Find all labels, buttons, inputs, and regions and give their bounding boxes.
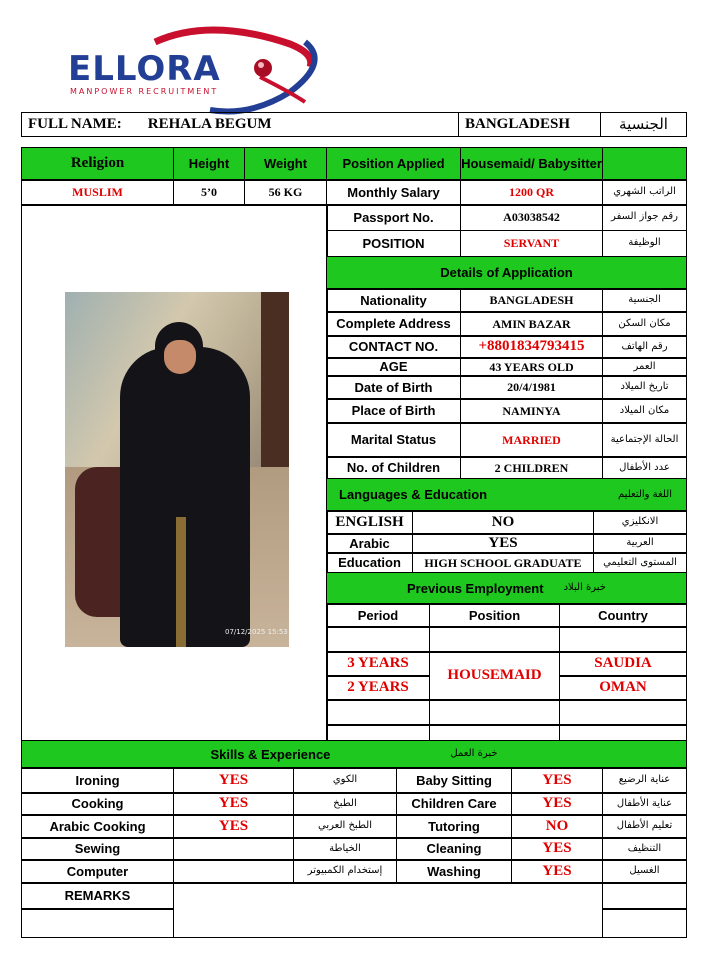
position-label: POSITION (326, 230, 461, 257)
languages-header-arabic: اللغة والتعليم (618, 488, 672, 500)
dob-label: Date of Birth (326, 375, 461, 400)
employment-empty-cell (559, 626, 687, 653)
nationality-arabic: الجنسية (602, 288, 687, 313)
employment-header (326, 572, 687, 605)
weight-header: Weight (244, 147, 327, 181)
height-value: 5’0 (173, 179, 245, 206)
skills-header (21, 740, 687, 769)
company-logo (60, 22, 330, 117)
marital-label: Marital Status (326, 422, 461, 458)
remarks-label: REMARKS (21, 882, 174, 910)
address-label: Complete Address (326, 311, 461, 337)
skill-label: Computer (21, 859, 174, 884)
details-header: Details of Application (326, 256, 687, 290)
skill-value: YES (511, 792, 603, 816)
housemaid-babysitter-header: Housemaid/ Babysitter (460, 147, 603, 181)
pob-arabic: مكان الميلاد (602, 398, 687, 424)
skill-value: NO (511, 814, 603, 839)
english-value: NO (412, 510, 594, 535)
full-name-cell (21, 112, 459, 137)
skill-arabic: الطبخ (293, 792, 397, 816)
age-label: AGE (326, 357, 461, 377)
employment-country: OMAN (559, 675, 687, 701)
skill-arabic: تعليم الأطفال (602, 814, 687, 839)
blank-header (602, 147, 687, 181)
skill-value (173, 859, 294, 884)
nationality-arabic: الجنسية (600, 112, 687, 137)
employment-empty-cell (326, 626, 430, 653)
skill-value: YES (511, 767, 603, 794)
marital-value: MARRIED (460, 422, 603, 458)
dob-arabic: تاريخ الميلاد (602, 375, 687, 400)
skill-label: Ironing (21, 767, 174, 794)
skill-label: Tutoring (396, 814, 512, 839)
employment-empty-cell (559, 699, 687, 726)
contact-label: CONTACT NO. (326, 335, 461, 359)
position-arabic: الوظيفة (602, 230, 687, 257)
logo-brand: ELLORA (68, 49, 221, 89)
age-value: 43 YEARS OLD (460, 357, 603, 377)
address-value: AMIN BAZAR (460, 311, 603, 337)
education-arabic: المستوى التعليمي (593, 552, 687, 574)
languages-header-label: Languages & Education (339, 487, 488, 503)
skill-arabic: الغسيل (602, 859, 687, 884)
religion-value: MUSLIM (21, 179, 174, 206)
arabic-value: YES (412, 533, 594, 554)
skill-arabic: التنظيف (602, 837, 687, 861)
photo-timestamp: 07/12/2025 15:53 (225, 628, 288, 636)
full-name-label: FULL NAME: (28, 115, 122, 132)
children-value: 2 CHILDREN (460, 456, 603, 480)
age-arabic: العمر (602, 357, 687, 377)
pob-label: Place of Birth (326, 398, 461, 424)
skill-value: YES (511, 837, 603, 861)
skill-value: YES (511, 859, 603, 884)
passport-arabic: رقم جواز السفر (602, 204, 687, 231)
education-label: Education (326, 552, 413, 574)
employment-header-label: Previous Employment (407, 580, 544, 596)
nationality-value: BANGLADESH (460, 288, 603, 313)
skills-header-arabic: خبرة العمل (450, 748, 498, 760)
employment-empty-cell (429, 626, 560, 653)
skill-label: Cleaning (396, 837, 512, 861)
arabic-arabic: العربية (593, 533, 687, 554)
remarks-empty (602, 882, 687, 910)
religion-header: Religion (21, 147, 174, 181)
employment-header-arabic: خبرة البلاد (563, 582, 606, 594)
english-arabic: الانكليزي (593, 510, 687, 535)
skill-value (173, 837, 294, 861)
remarks-field[interactable] (173, 882, 603, 938)
employment-period: 2 YEARS (326, 675, 430, 701)
skill-value: YES (173, 792, 294, 816)
arabic-label: Arabic (326, 533, 413, 554)
children-label: No. of Children (326, 456, 461, 480)
remarks-empty (602, 908, 687, 938)
skill-arabic: الكوي (293, 767, 397, 794)
employment-empty-cell (429, 699, 560, 726)
passport-label: Passport No. (326, 204, 461, 231)
height-header: Height (173, 147, 245, 181)
housemaid-babysitter-value: 1200 QR (460, 179, 603, 206)
employment-column-header: Position (429, 603, 560, 628)
logo-tagline: MANPOWER RECRUITMENT (70, 87, 219, 96)
full-name-value: REHALA BEGUM (147, 115, 272, 132)
employment-position: HOUSEMAID (429, 651, 560, 701)
passport-value: A03038542 (460, 204, 603, 231)
education-value: HIGH SCHOOL GRADUATE (412, 552, 594, 574)
skill-value: YES (173, 767, 294, 794)
dob-value: 20/4/1981 (460, 375, 603, 400)
employment-period: 3 YEARS (326, 651, 430, 677)
photo-frame (21, 204, 328, 742)
employment-column-header: Country (559, 603, 687, 628)
position-applied-value: Monthly Salary (326, 179, 461, 206)
skill-label: Cooking (21, 792, 174, 816)
skill-label: Sewing (21, 837, 174, 861)
skill-value: YES (173, 814, 294, 839)
position-value: SERVANT (460, 230, 603, 257)
weight-value: 56 KG (244, 179, 327, 206)
contact-arabic: رقم الهاتف (602, 335, 687, 359)
employment-column-header: Period (326, 603, 430, 628)
position-applied-header: Position Applied (326, 147, 461, 181)
skill-label: Washing (396, 859, 512, 884)
skills-header-label: Skills & Experience (210, 746, 331, 762)
address-arabic: مكان السكن (602, 311, 687, 337)
skill-label: Children Care (396, 792, 512, 816)
skill-arabic: عناية الأطفال (602, 792, 687, 816)
skill-label: Baby Sitting (396, 767, 512, 794)
nationality-label: Nationality (326, 288, 461, 313)
marital-arabic: الحالة الإجتماعية (602, 422, 687, 458)
children-arabic: عدد الأطفال (602, 456, 687, 480)
english-label: ENGLISH (326, 510, 413, 535)
nationality-value: BANGLADESH (458, 112, 601, 137)
employment-empty-cell (326, 699, 430, 726)
skill-arabic: الخياطة (293, 837, 397, 861)
employment-country: SAUDIA (559, 651, 687, 677)
contact-value: +8801834793415 (460, 335, 603, 359)
skill-arabic: الطبخ العربي (293, 814, 397, 839)
pob-value: NAMINYA (460, 398, 603, 424)
skill-arabic: إستخدام الكمبيوتر (293, 859, 397, 884)
languages-header (326, 478, 687, 512)
skill-label: Arabic Cooking (21, 814, 174, 839)
remarks-empty (21, 908, 174, 938)
skill-arabic: عناية الرضيع (602, 767, 687, 794)
blank-value: الراتب الشهري (602, 179, 687, 206)
